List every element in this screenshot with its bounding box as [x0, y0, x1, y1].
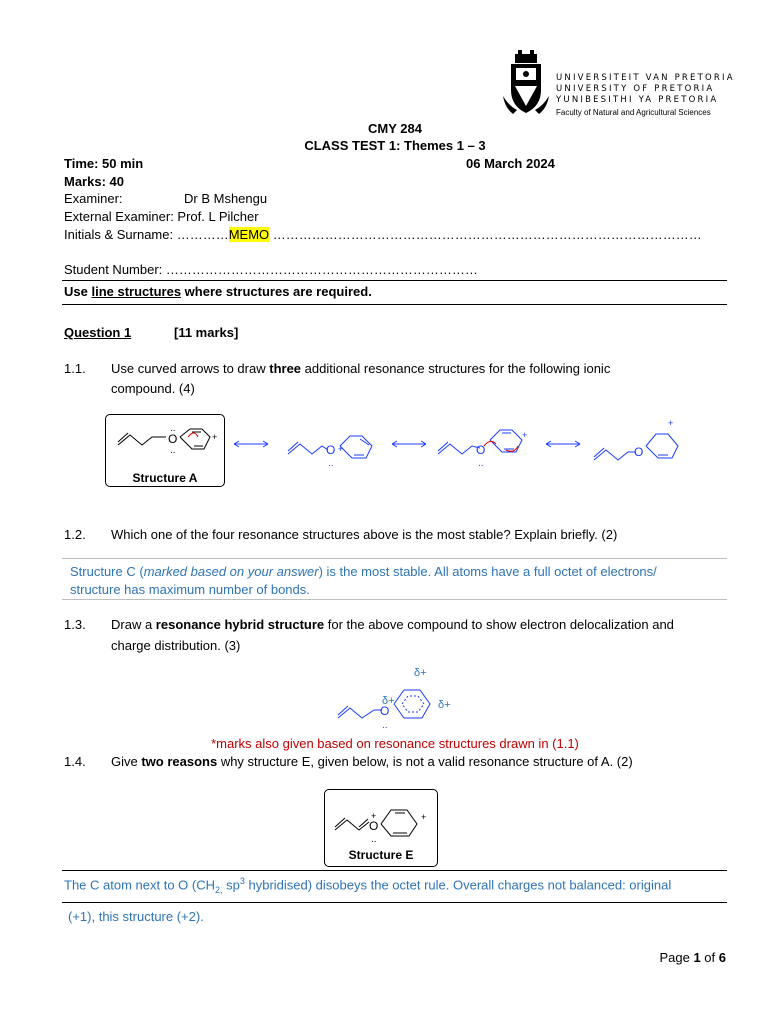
- svg-text:+: +: [338, 444, 344, 454]
- external-examiner: External Examiner: Prof. L Pilcher: [64, 209, 259, 224]
- a14-sub: 2,: [215, 884, 223, 895]
- q11-number: 1.1.: [64, 361, 86, 376]
- q11-b: three: [269, 361, 302, 376]
- q14-b: two reasons: [141, 754, 218, 769]
- q11-c: additional resonance structures for the following ionic: [301, 361, 611, 376]
- a12-b: marked based on your answer: [143, 564, 319, 579]
- resonance-structures-drawing: [228, 414, 728, 474]
- structure-e-box: [324, 789, 438, 867]
- q13-text: [111, 617, 674, 632]
- course-code: CMY 284: [368, 121, 422, 136]
- svg-text:O: O: [634, 445, 644, 459]
- q12-text: Which one of the four resonance structures above is the most stable? Explain briefly. (2): [111, 527, 618, 542]
- page-label: Page: [659, 950, 694, 965]
- delta-plus-right: δ+: [438, 699, 451, 711]
- time: Time: 50 min: [64, 156, 144, 171]
- structure-a-drawing: [106, 415, 224, 471]
- q12-answer-2: structure has maximum number of bonds.: [70, 582, 310, 597]
- svg-text:O: O: [326, 443, 336, 457]
- divider: [62, 280, 727, 281]
- q13-a: Draw a: [111, 617, 156, 632]
- delta-plus-top: δ+: [414, 667, 427, 679]
- a14-c: hybridised) disobeys the octet rule. Overall charges not balanced: original: [244, 877, 672, 893]
- svg-text:O: O: [476, 443, 486, 457]
- marks-note: *marks also given based on resonance structures drawn in (1.1): [211, 736, 579, 751]
- q14-c: why structure E, given below, is not a valid resonance structure of A. (2): [217, 754, 633, 769]
- a14-b: sp: [222, 877, 240, 893]
- logo-line-2: UNIVERSITY OF PRETORIA: [556, 84, 715, 94]
- logo-line-1: UNIVERSITEIT VAN PRETORIA: [556, 73, 735, 83]
- q14-answer-2: (+1), this structure (+2).: [68, 909, 204, 924]
- faculty-name: Faculty of Natural and Agricultural Sciences: [556, 108, 711, 117]
- q13-b: resonance hybrid structure: [155, 617, 325, 632]
- structure-a-box: [105, 414, 225, 487]
- q12-answer: [70, 564, 657, 579]
- instruction: [64, 284, 372, 299]
- svg-text:+: +: [522, 430, 528, 440]
- page-total: 6: [718, 950, 726, 965]
- answer-rule: [62, 558, 727, 559]
- page-current: 1: [693, 950, 701, 965]
- svg-text:O: O: [380, 704, 390, 718]
- svg-text:..: ..: [382, 720, 388, 731]
- svg-text:+: +: [421, 812, 427, 822]
- svg-text:..: ..: [328, 458, 334, 469]
- answer-rule: [62, 902, 727, 903]
- initials-dots: ………………………………………………………………………………………: [269, 227, 702, 242]
- initials-surname: [64, 227, 702, 242]
- q12-number: 1.2.: [64, 527, 86, 542]
- university-crest-icon: [503, 50, 549, 116]
- q14-a: Give: [111, 754, 142, 769]
- a12-a: Structure C (: [70, 564, 144, 579]
- svg-text:O: O: [168, 432, 178, 446]
- delta-plus-left: δ+: [382, 695, 395, 707]
- q14-answer: [64, 876, 671, 895]
- examiner-name: Dr B Mshengu: [184, 191, 268, 206]
- instruction-underline: line structures: [91, 284, 182, 299]
- page-number: [659, 950, 726, 965]
- svg-text:O: O: [369, 819, 379, 833]
- instruction-pre: Use: [64, 284, 92, 299]
- svg-text:..: ..: [170, 423, 176, 434]
- structure-e-caption: Structure E: [348, 848, 414, 862]
- q14-number: 1.4.: [64, 754, 86, 769]
- marks: Marks: 40: [64, 174, 124, 189]
- q11-text-2: compound. (4): [111, 381, 195, 396]
- a14-a: The C atom next to O (CH: [64, 877, 215, 893]
- q11-a: Use curved arrows to draw: [111, 361, 270, 376]
- svg-text:..: ..: [170, 445, 176, 456]
- q13-number: 1.3.: [64, 617, 86, 632]
- divider: [62, 304, 727, 305]
- q14-text: [111, 754, 633, 769]
- question-marks: [11 marks]: [174, 325, 239, 340]
- structure-a-caption: Structure A: [132, 471, 198, 485]
- examiner-label: Examiner:: [64, 191, 123, 206]
- svg-text:+: +: [668, 418, 674, 428]
- a12-c: ) is the most stable. All atoms have a full octet of electrons/: [318, 564, 657, 579]
- q13-text-2: charge distribution. (3): [111, 638, 241, 653]
- student-number: Student Number: ………………………………………………………………: [64, 262, 478, 277]
- answer-rule: [62, 870, 727, 871]
- test-title: CLASS TEST 1: Themes 1 – 3: [304, 138, 486, 153]
- date: 06 March 2024: [466, 156, 555, 171]
- logo-text: [556, 73, 735, 106]
- page-of: of: [700, 950, 719, 965]
- svg-text:..: ..: [478, 458, 484, 469]
- svg-text:+: +: [371, 811, 377, 821]
- logo-line-3: YUNIBESITHI YA PRETORIA: [556, 95, 719, 105]
- q11-text: [111, 361, 610, 376]
- a14-sup: 3: [239, 876, 245, 886]
- structure-e-drawing: [325, 790, 437, 848]
- initials-label: Initials & Surname: …………: [64, 227, 229, 242]
- answer-rule: [62, 599, 727, 600]
- question-title: Question 1: [64, 325, 132, 340]
- memo-highlight: MEMO: [228, 227, 270, 242]
- svg-text:..: ..: [371, 834, 377, 845]
- instruction-post: where structures are required.: [181, 284, 372, 299]
- q13-c: for the above compound to show electron delocalization and: [324, 617, 674, 632]
- svg-text:+: +: [212, 432, 218, 442]
